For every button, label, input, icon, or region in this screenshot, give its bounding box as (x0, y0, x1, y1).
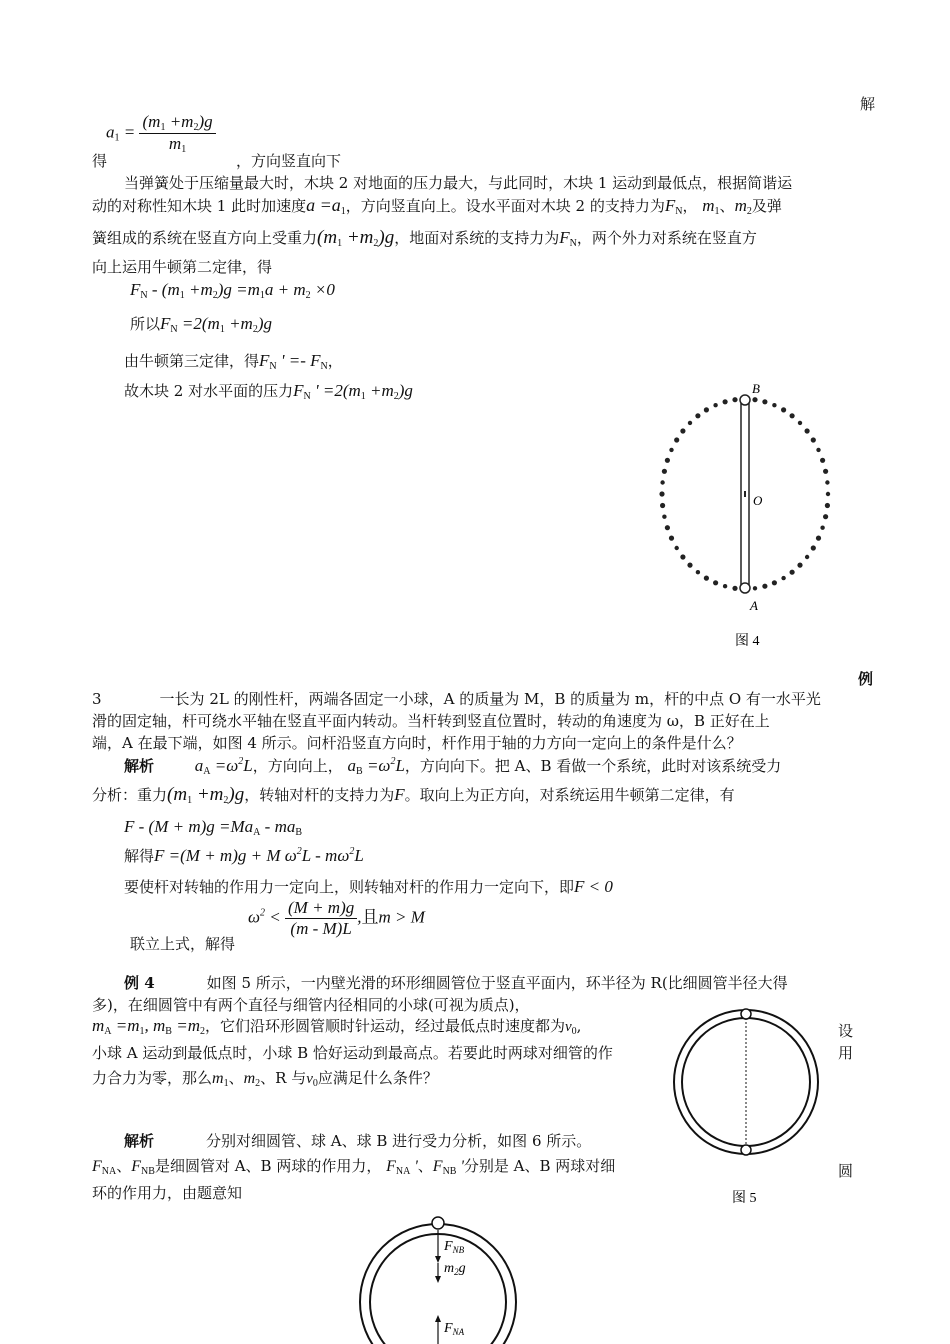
example3-line3: 端，A 在最下端，如图 4 所示。问杆沿竖直方向时，杆作用于轴的力方向一定向上的条件是什么？ (92, 734, 742, 752)
para-4: 向上运用牛顿第二定律，得 (92, 258, 273, 276)
example4-analysis3: 环的作用力，由题意知 (92, 1184, 243, 1202)
ball-a (740, 583, 750, 593)
trajectory-dot (662, 515, 666, 519)
trajectory-dot (790, 413, 795, 418)
example4-analysis1: 解析 分别对细圆管、球 A、球 B 进行受力分析，如图 6 所示。 (124, 1132, 592, 1150)
newton3-line: 由牛顿第三定律，得$F_N$ ' =- $F_N$， (124, 351, 343, 372)
trajectory-dot (811, 437, 816, 442)
example4-analysis2-end: 圆 (838, 1162, 854, 1180)
ball-b (432, 1217, 444, 1229)
example4-line1: 例 4 如图 5 所示，一内壁光滑的环形细圆管位于竖直平面内，环半径为 R(比细圆管半径大得 (124, 974, 788, 992)
trajectory-dot (713, 580, 718, 585)
label-m2g: $m_2g$ (444, 1261, 466, 1277)
caption-fig4: 图 4 (735, 634, 760, 649)
trajectory-dot (798, 421, 802, 425)
trajectory-dot (732, 586, 737, 591)
example4-line4: 小球 A 运动到最低点时，小球 B 恰好运动到最高点。若要此时两球对细管的作 (92, 1044, 613, 1062)
example3-eq1: $F - (M + m)g =Ma_A - ma_B$ (124, 817, 303, 838)
ball-top (741, 1009, 751, 1019)
example3-result: $\omega^2$ < $\frac{(M + m)g}{(m - M)L}$ ,且m > M (248, 898, 425, 938)
jie-marker: 解 (860, 95, 876, 113)
trajectory-dot (816, 448, 820, 452)
trajectory-dot (675, 546, 679, 550)
example3-line1: 3 一长为 2L 的刚性杆，两端各固定一小球，A 的质量为 M，B 的质量为 m，杆的中点 O 有一水平光 (92, 690, 821, 708)
trajectory-dot (781, 407, 786, 412)
trajectory-dot (823, 469, 828, 474)
example4-q4-end: 用 (838, 1044, 854, 1062)
ball-b (740, 395, 750, 405)
trajectory-dot (762, 399, 767, 404)
caption-fig5: 图 5 (732, 1191, 757, 1206)
trajectory-dot (662, 469, 667, 474)
figure-4 (640, 375, 840, 665)
equation-newton2: $F_N - (m_1 +m_2)g =m_1a + m_2 \times 0$ (130, 280, 335, 301)
de-label: 得 (92, 152, 108, 170)
trajectory-dot (723, 399, 728, 404)
trajectory-dot (687, 563, 692, 568)
trajectory-dot (805, 428, 810, 433)
pressure-line: 故木块 2 对水平面的压力$F_N$ ' $=2(m_1 +m_2)g$ (124, 381, 413, 402)
label-fnb: $F_{NB}$ (444, 1239, 465, 1255)
arrow-head-fna (435, 1315, 441, 1322)
trajectory-dot (825, 503, 830, 508)
ball-bottom (741, 1145, 751, 1155)
trajectory-dot (669, 536, 674, 541)
example4-line5: 力合力为零，那么$m_1$、$m_2$、R 与$v_0$应满足什么条件？ (92, 1069, 438, 1089)
trajectory-dot (669, 448, 673, 452)
trajectory-dot (659, 491, 664, 496)
trajectory-dot (713, 403, 717, 407)
trajectory-dot (680, 428, 685, 433)
trajectory-dot (660, 503, 665, 508)
example4-analysis2: $F_{NA}$、$F_{NB}$是细圆管对 A、B 两球的作用力， $F_{NA}$ '、$F_{NB}$ '分别是 A、B 两球对细 (92, 1157, 616, 1177)
para-3: 簧组成的系统在竖直方向上受重力$(m_1 +m_2)g$，地面对系统的支持力为$F_N$，两个外力对系统在竖直方 (92, 227, 757, 249)
example3-jiede: 解得F =(M + m)g + M $\omega^2L - m\omega^2L$ (124, 846, 364, 865)
trajectory-dot (723, 584, 727, 588)
trajectory-dot (805, 555, 809, 559)
label-o: O (753, 493, 763, 508)
trajectory-dot (811, 545, 816, 550)
trajectory-dot (704, 576, 709, 581)
formula-a1: $a_1$ = $\frac{(m_1 +m_2)g}{m_1}$ (106, 112, 216, 155)
example3-condition: 要使杆对转轴的作用力一定向上，则转轴对杆的作用力一定向下，即F < 0 (124, 877, 613, 896)
trajectory-dot (772, 580, 777, 585)
example4-line3: $m_A =m_1$, $m_B =m_2$，它们沿环形圆管顺时针运动，经过最低点时速度都为$v_0$, (92, 1016, 582, 1037)
trajectory-dot (696, 570, 700, 574)
trajectory-dot (826, 492, 830, 496)
trajectory-dot (752, 397, 757, 402)
trajectory-dot (704, 407, 709, 412)
trajectory-dot (665, 458, 670, 463)
trajectory-dot (797, 563, 802, 568)
trajectory-dot (772, 403, 776, 407)
trajectory-dot (823, 514, 828, 519)
example3-sol2: 分析：重力$(m_1 +m_2)g$，转轴对杆的支持力为F。取向上为正方向，对系统运用牛顿第二定律，有 (92, 784, 735, 806)
suoyi-line: 所以$F_N =2(m_1 +m_2)g$ (130, 314, 272, 335)
trajectory-dot (790, 570, 795, 575)
dir-down: ，方向竖直向下 (236, 152, 342, 170)
label-fna: $F_{NA}$ (444, 1321, 465, 1337)
para-1: 当弹簧处于压缩量最大时，木块 2 对地面的压力最大，与此同时，木块 1 运动到最低点，根据简谐运 (124, 174, 793, 192)
example4-q3-end: 设 (838, 1022, 854, 1040)
trajectory-dot (665, 525, 670, 530)
trajectory-dot (753, 586, 757, 590)
trajectory-dot (781, 576, 785, 580)
trajectory-dot (820, 526, 824, 530)
trajectory-dot (762, 584, 767, 589)
example3-li: 例 (858, 670, 874, 688)
arrow-head-m2g (435, 1276, 441, 1283)
example3-lianli: 联立上式，解得 (130, 935, 236, 953)
example4-line2: 多)，在细圆管中有两个直径与细管内径相同的小球(可视为质点)， (92, 996, 530, 1014)
figure-5 (668, 1008, 838, 1208)
trajectory-dot (674, 437, 679, 442)
arrow-head-fnb (435, 1256, 441, 1263)
example3-sol1: 解析 $a_A =\omega^2L$，方向向上， $a_B =\omega^2L$，方向向下。把 A、B 看做一个系统，此时对该系统受力 (124, 756, 782, 777)
para-2: 动的对称性知木块 1 此时加速度$a =a_1$，方向竖直向上。设水平面对木块 2 的支持力为$F_N$， $m_1$、$m_2$及弹 (92, 195, 782, 217)
trajectory-dot (732, 397, 737, 402)
axis-o (744, 491, 746, 497)
example3-line2: 滑的固定轴，杆可绕水平轴在竖直平面内转动。当杆转到竖直位置时，转动的角速度为 ω，B 正好在上 (92, 712, 770, 730)
trajectory-dot (660, 480, 664, 484)
label-a: A (750, 598, 758, 613)
label-b: B (752, 381, 760, 396)
trajectory-dot (695, 413, 700, 418)
trajectory-dot (688, 421, 692, 425)
figure-6 (350, 1210, 530, 1344)
trajectory-dot (816, 536, 821, 541)
trajectory-dot (820, 458, 825, 463)
trajectory-dot (825, 480, 829, 484)
trajectory-dot (680, 554, 685, 559)
